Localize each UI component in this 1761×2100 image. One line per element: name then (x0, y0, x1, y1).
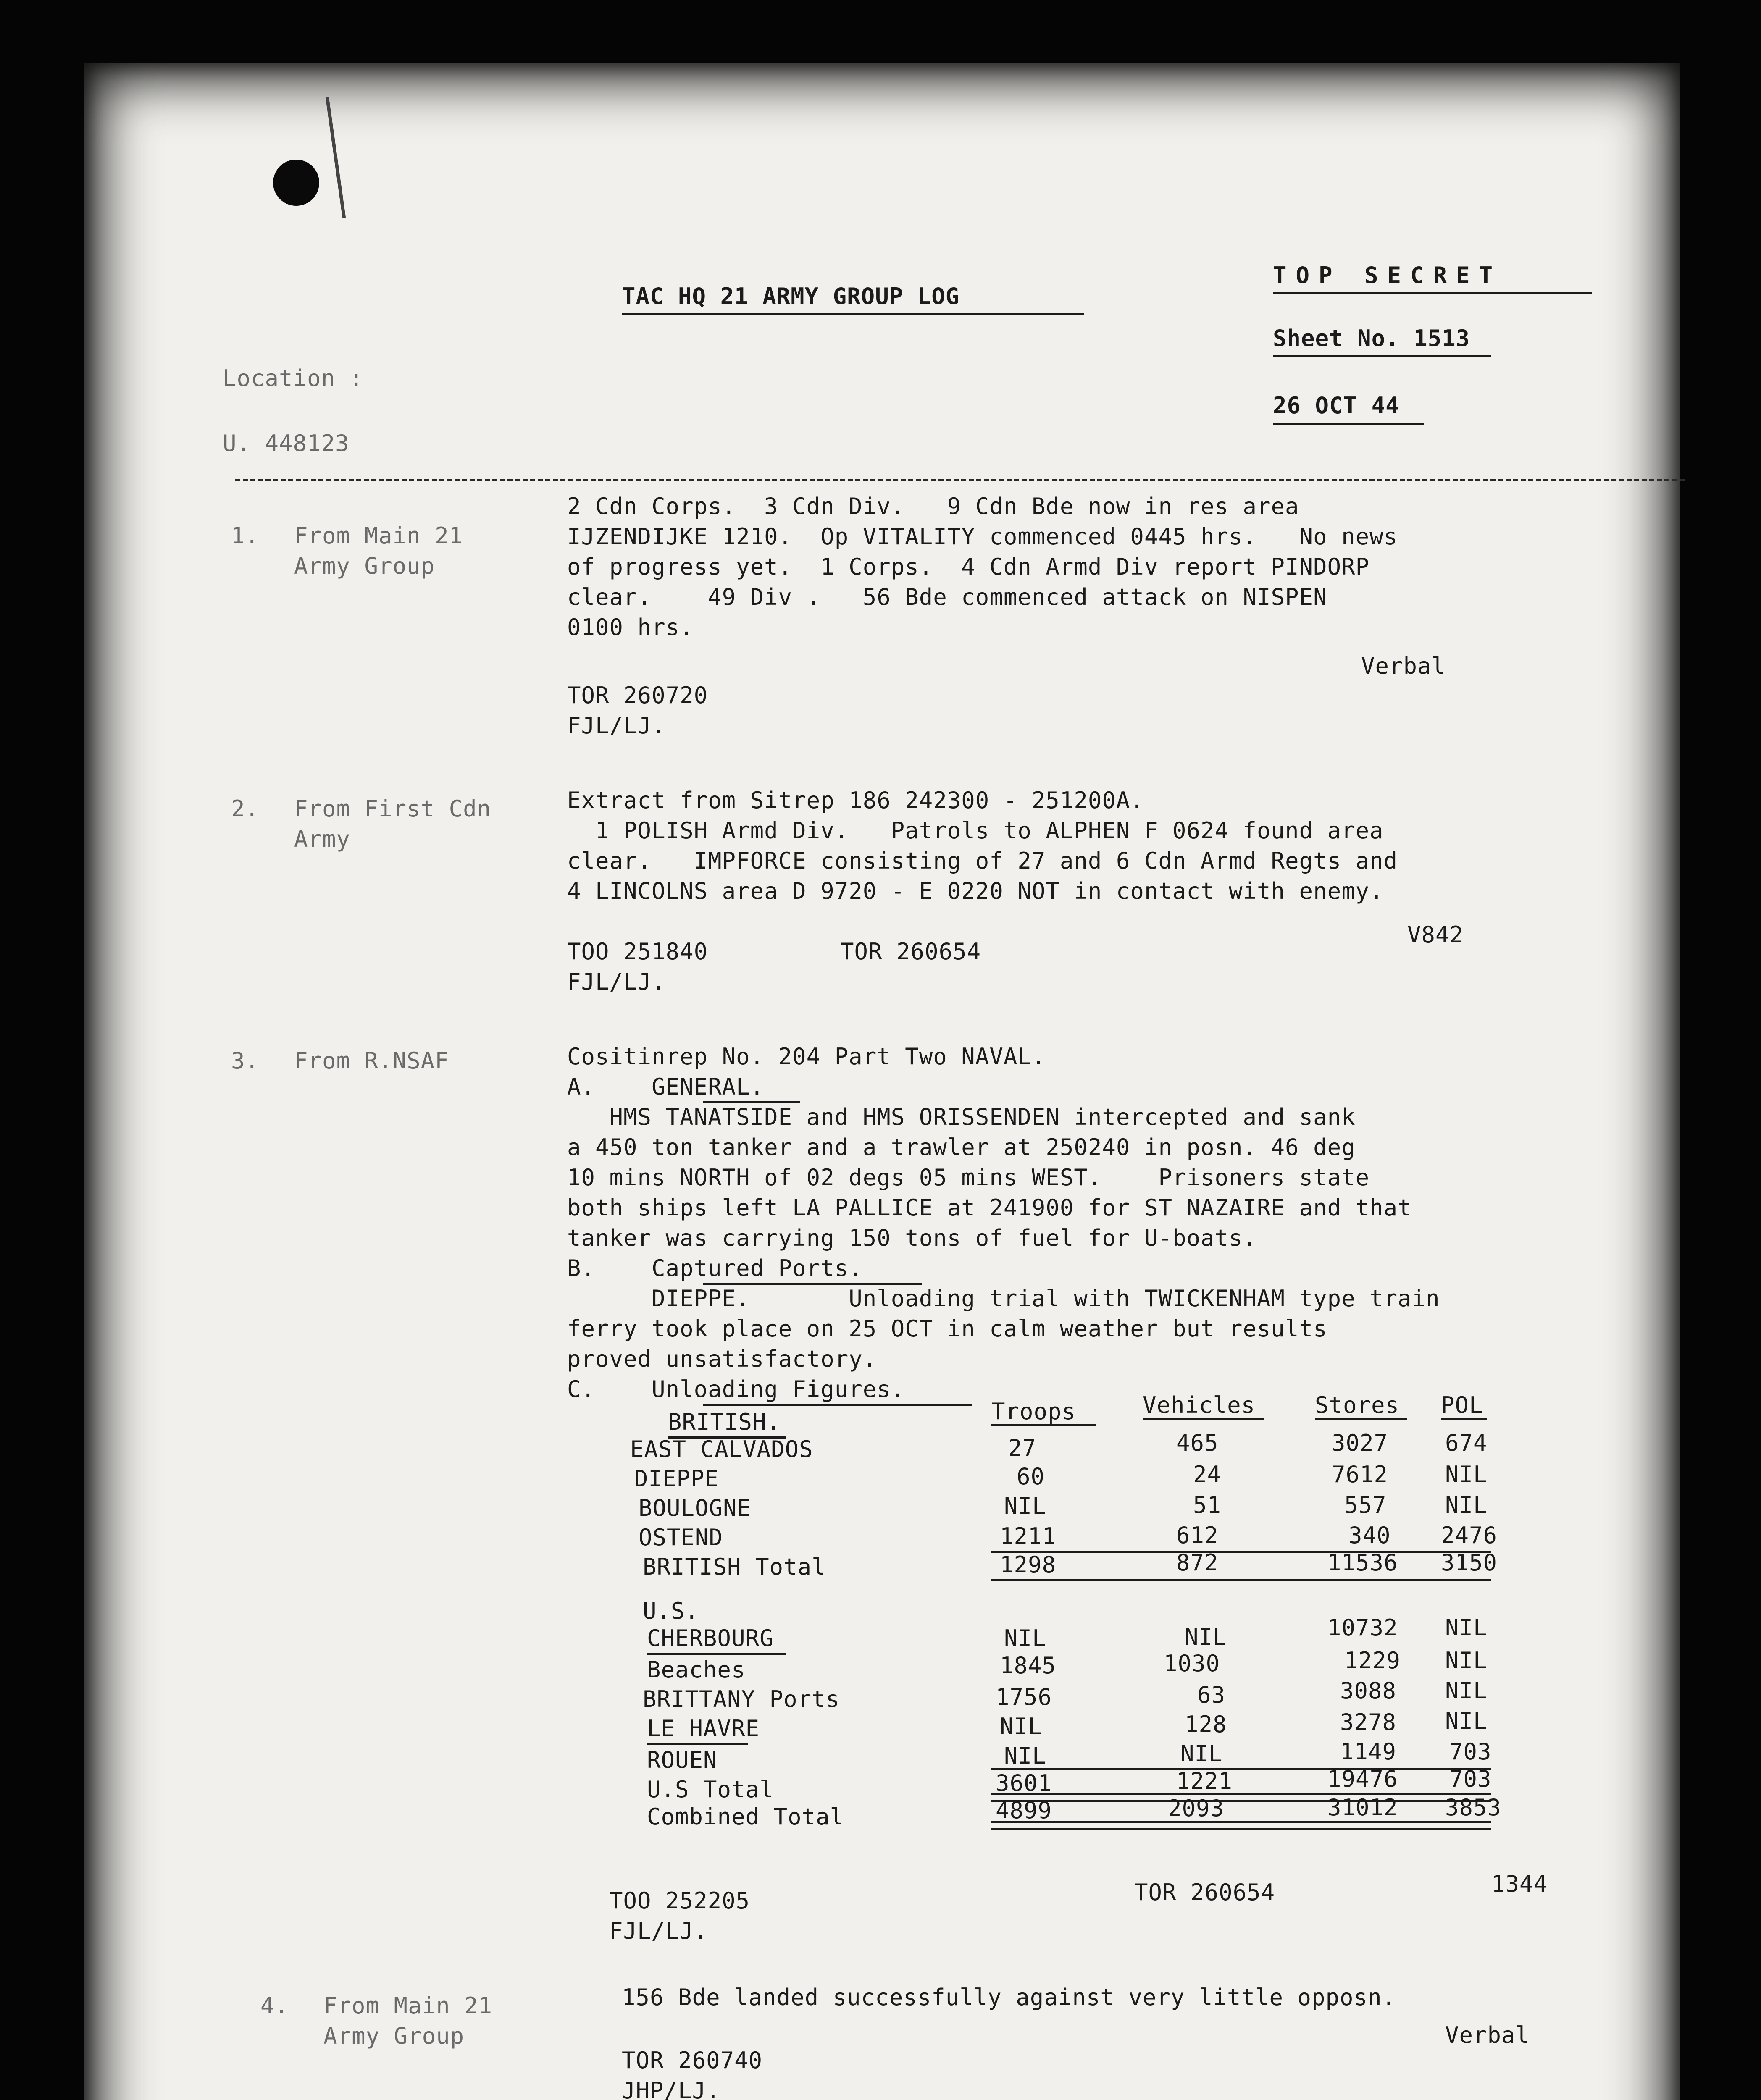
cell-pol: 703 (1449, 1738, 1492, 1765)
entry-text-line: 4 LINCOLNS area D 9720 - E 0220 NOT in contact with enemy. (567, 878, 1384, 904)
header-underline (1441, 1418, 1487, 1420)
entry-text-line: A. GENERAL. (567, 1074, 765, 1100)
entry-text-line: 156 Bde landed successfully against very little opposn. (622, 1984, 1396, 2011)
general-underline (703, 1101, 800, 1103)
entry-initials: FJL/LJ. (567, 969, 666, 995)
cell-stores: 3027 (1332, 1430, 1388, 1456)
cell-vehicles: 51 (1193, 1492, 1222, 1518)
cell-troops: 1756 (996, 1684, 1052, 1710)
title-underline (622, 313, 1084, 315)
entry-tor: TOR 260654 (1134, 1879, 1275, 1906)
table-header: Stores (1315, 1392, 1400, 1418)
table-header: POL (1441, 1392, 1483, 1418)
entry-right-note: Verbal (1361, 653, 1446, 679)
log-title: TAC HQ 21 ARMY GROUP LOG (622, 283, 960, 310)
classification: TOP SECRET (1273, 262, 1502, 289)
table-group-label: U.S. (643, 1598, 699, 1624)
cell-troops: 1845 (1000, 1652, 1057, 1679)
ports-underline (703, 1283, 922, 1285)
entry-number: 3. (231, 1047, 260, 1074)
entry-initials: FJL/LJ. (609, 1918, 708, 1944)
cell-troops: NIL (1004, 1625, 1046, 1651)
entry-text-line: ferry took place on 25 OCT in calm weather but results (567, 1315, 1327, 1342)
cell-pol: 674 (1445, 1430, 1488, 1456)
cell-pol: NIL (1445, 1492, 1488, 1518)
location-label: Location : (223, 365, 364, 391)
cell-vehicles: 1221 (1176, 1768, 1233, 1794)
row-label: U.S Total (647, 1776, 774, 1803)
entry-text-line: of progress yet. 1 Corps. 4 Cdn Armd Div report PINDORP (567, 554, 1370, 580)
cell-pol: 2476 (1441, 1522, 1498, 1549)
entry-text-line: tanker was carrying 150 tons of fuel for U-boats. (567, 1225, 1257, 1251)
entry-source: From R.NSAF (294, 1047, 449, 1074)
cell-troops: 1211 (1000, 1523, 1057, 1549)
header-divider (235, 479, 1685, 481)
entry-text-line: proved unsatisfactory. (567, 1346, 877, 1372)
header-underline (1315, 1418, 1407, 1420)
subtotal-rule (991, 1551, 1491, 1553)
us-total-rule (991, 1793, 1491, 1802)
entry-number: 1. (231, 522, 260, 549)
table-header: Troops (991, 1398, 1076, 1425)
entry-text-line: clear. IMPFORCE consisting of 27 and 6 Cdn Armd Regts and (567, 848, 1398, 874)
cell-vehicles: 128 (1185, 1711, 1227, 1738)
row-label: ROUEN (647, 1747, 718, 1773)
cell-pol: 3853 (1445, 1794, 1502, 1821)
cell-pol: NIL (1445, 1461, 1488, 1488)
cell-vehicles: 63 (1197, 1682, 1226, 1708)
entry-too: TOO 251840 (567, 938, 708, 965)
row-label: BOULOGNE (639, 1495, 752, 1521)
cell-troops: NIL (1004, 1743, 1046, 1769)
cell-vehicles: 24 (1193, 1461, 1222, 1488)
cell-vehicles: 1030 (1164, 1650, 1220, 1677)
cell-vehicles: NIL (1185, 1624, 1227, 1650)
header-underline (991, 1424, 1096, 1426)
entry-source: Army Group (294, 553, 435, 579)
entry-text-line: clear. 49 Div . 56 Bde commenced attack on NISPEN (567, 584, 1327, 610)
cell-stores: 7612 (1332, 1461, 1388, 1488)
cell-stores: 10732 (1327, 1614, 1398, 1641)
entry-text-line: a 450 ton tanker and a trawler at 250240 in posn. 46 deg (567, 1134, 1356, 1160)
cell-pol: 703 (1449, 1766, 1492, 1792)
cell-stores: 11536 (1327, 1549, 1398, 1576)
entry-text-line: B. Captured Ports. (567, 1255, 863, 1281)
punch-hole (273, 160, 319, 206)
table-header: Vehicles (1143, 1392, 1256, 1418)
combined-total-rule (991, 1821, 1491, 1830)
row-label: BRITTANY Ports (643, 1686, 840, 1712)
entry-source: Army (294, 826, 351, 852)
entry-text-line: Cositinrep No. 204 Part Two NAVAL. (567, 1043, 1046, 1070)
us-subtotal-rule (991, 1768, 1491, 1770)
row-label: LE HAVRE (647, 1715, 760, 1742)
total-rule (991, 1579, 1491, 1581)
cell-troops: 3601 (996, 1770, 1052, 1796)
entry-text-line: 2 Cdn Corps. 3 Cdn Div. 9 Cdn Bde now in res area (567, 493, 1299, 520)
row-label: BRITISH Total (643, 1554, 826, 1580)
cell-pol: NIL (1445, 1677, 1488, 1704)
cell-pol: NIL (1445, 1708, 1488, 1734)
cell-stores: 3278 (1340, 1709, 1397, 1735)
entry-text-line: 10 mins NORTH of 02 degs 05 mins WEST. Prisoners state (567, 1164, 1370, 1191)
row-label: Combined Total (647, 1803, 844, 1830)
entry-text-line: IJZENDIJKE 1210. Op VITALITY commenced 0445 hrs. No news (567, 523, 1398, 550)
cell-stores: 557 (1344, 1492, 1387, 1518)
row-label: OSTEND (639, 1524, 723, 1551)
cell-pol: NIL (1445, 1614, 1488, 1641)
cell-stores: 1149 (1340, 1738, 1397, 1765)
entry-initials: JHP/LJ. (622, 2077, 720, 2100)
entry-number: 4. (260, 1992, 289, 2019)
entry-text-line: Extract from Sitrep 186 242300 - 251200A. (567, 787, 1144, 814)
entry-number: 2. (231, 795, 260, 822)
row-label: Beaches (647, 1656, 746, 1683)
classification-underline (1273, 292, 1592, 294)
header-underline (1143, 1418, 1264, 1420)
cell-pol: NIL (1445, 1647, 1488, 1674)
cell-troops: NIL (1004, 1493, 1046, 1519)
entry-text-line: DIEPPE. Unloading trial with TWICKENHAM type train (567, 1285, 1440, 1312)
entry-right-note: 1344 (1491, 1871, 1548, 1897)
cell-vehicles: 612 (1176, 1522, 1219, 1549)
cell-troops: NIL (1000, 1713, 1042, 1740)
entry-tor: TOR 260654 (840, 938, 981, 965)
cell-vehicles: 2093 (1168, 1795, 1225, 1822)
figures-underline (703, 1404, 972, 1406)
log-date: 26 OCT 44 (1273, 392, 1400, 419)
cell-stores: 340 (1348, 1522, 1391, 1549)
entry-text-line: 0100 hrs. (567, 614, 694, 640)
cell-troops: 4899 (996, 1797, 1052, 1824)
log-sheet (84, 63, 1680, 2100)
entry-source: Army Group (323, 2023, 465, 2049)
cell-troops: 60 (1017, 1463, 1045, 1490)
entry-text-line: HMS TANATSIDE and HMS ORISSENDEN intercepted and sank (567, 1104, 1356, 1130)
cell-stores: 31012 (1327, 1794, 1398, 1821)
cell-troops: 27 (1008, 1435, 1037, 1461)
row-label: EAST CALVADOS (630, 1436, 813, 1462)
entry-tor: TOR 260720 (567, 682, 708, 709)
entry-too: TOO 252205 (609, 1887, 750, 1914)
cell-stores: 1229 (1344, 1647, 1401, 1674)
entry-right-note: V842 (1407, 921, 1464, 948)
cell-vehicles: 465 (1176, 1430, 1219, 1456)
cell-pol: 3150 (1441, 1549, 1498, 1576)
entry-source: From First Cdn (294, 795, 492, 822)
entry-text-line: 1 POLISH Armd Div. Patrols to ALPHEN F 0624 found area (567, 817, 1384, 844)
cell-stores: 19476 (1327, 1766, 1398, 1792)
cell-vehicles: 872 (1176, 1549, 1219, 1576)
entry-initials: FJL/LJ. (567, 712, 666, 739)
table-group-label: BRITISH. (668, 1409, 781, 1435)
pen-stroke (326, 97, 346, 218)
row-label: DIEPPE (634, 1465, 719, 1492)
location-value: U. 448123 (223, 430, 350, 457)
entry-right-note: Verbal (1445, 2022, 1530, 2048)
entry-source: From Main 21 (294, 522, 463, 549)
cell-stores: 3088 (1340, 1677, 1397, 1704)
entry-text-line: C. Unloading Figures. (567, 1376, 905, 1402)
row-label: CHERBOURG (647, 1625, 774, 1651)
cell-vehicles: NIL (1180, 1740, 1223, 1767)
sheet-underline (1273, 355, 1491, 357)
cell-troops: 1298 (1000, 1551, 1057, 1578)
entry-text-line: both ships left LA PALLICE at 241900 for ST NAZAIRE and that (567, 1194, 1412, 1221)
sheet-number: Sheet No. 1513 (1273, 325, 1470, 352)
entry-tor: TOR 260740 (622, 2047, 763, 2074)
entry-source: From Main 21 (323, 1992, 493, 2019)
date-underline (1273, 423, 1424, 425)
